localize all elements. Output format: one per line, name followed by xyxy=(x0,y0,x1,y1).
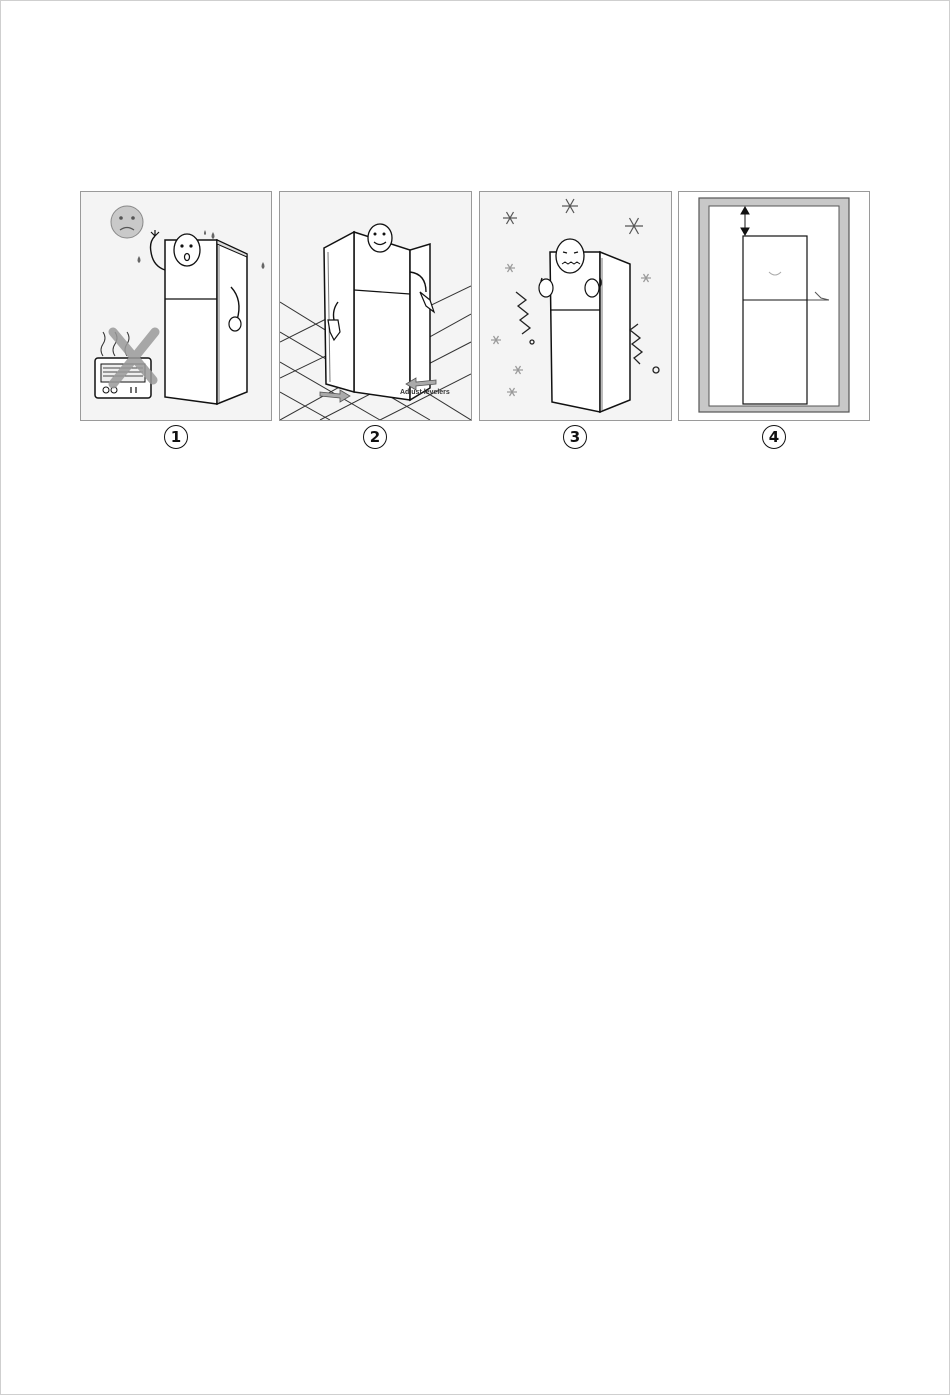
illustration-panel-2 xyxy=(279,191,472,421)
step-number-3: 3 xyxy=(563,425,587,449)
adjust-levelers-label: Adjust levelers xyxy=(400,389,450,396)
step-number-2: 2 xyxy=(363,425,387,449)
illustration-panel-1 xyxy=(80,191,272,421)
sad-face-icon xyxy=(111,206,143,238)
illustration-panel-3 xyxy=(479,191,672,421)
fridge-face xyxy=(368,224,392,252)
refrigerator-drawing xyxy=(324,232,430,400)
step-number-1: 1 xyxy=(164,425,188,449)
fridge-face xyxy=(174,234,200,266)
step-number-4: 4 xyxy=(762,425,786,449)
illustration-panel-4 xyxy=(678,191,870,421)
fridge-face xyxy=(556,239,584,273)
refrigerator-drawing xyxy=(550,252,630,412)
